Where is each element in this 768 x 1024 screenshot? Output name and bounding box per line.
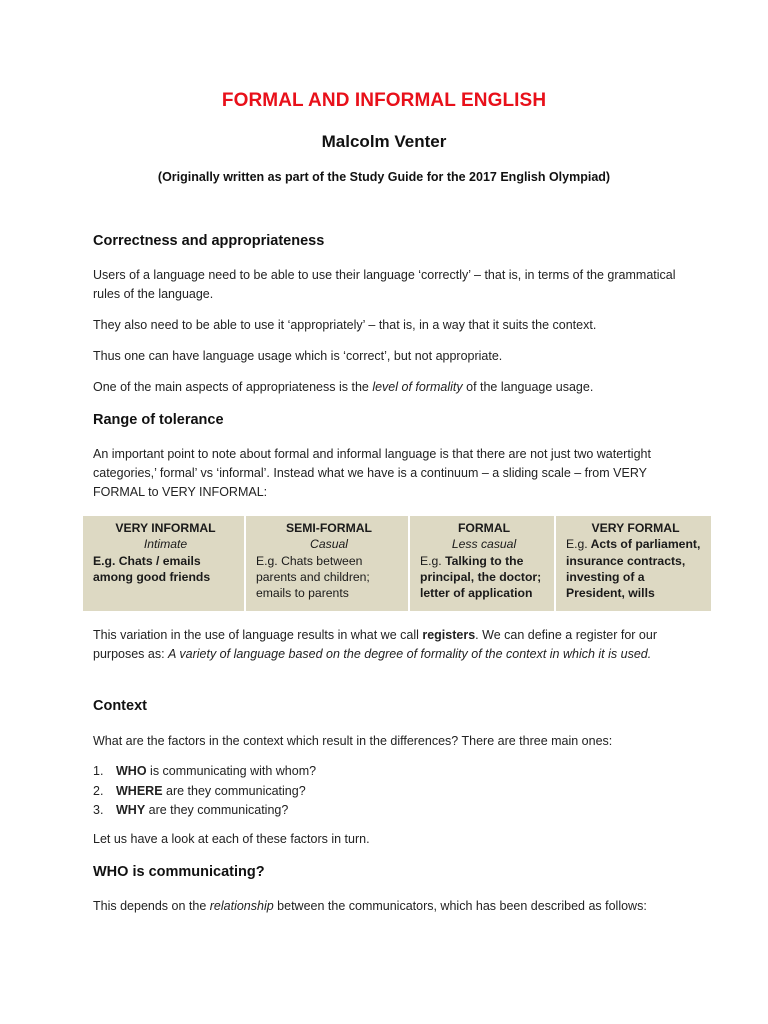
example-value: Chats / emails among good friends — [93, 553, 211, 584]
paragraph-correctness-4 — [93, 378, 683, 397]
list-number: 1. — [93, 764, 104, 778]
text-run: . We can define a register for our purposes as: — [93, 628, 657, 661]
list-item — [93, 801, 316, 821]
paragraph-correctness-1: Users of a language need to be able to use their language ‘correctly’ – that is, in terms of the grammatical rules of the language. — [93, 268, 676, 301]
paragraph-context: What are the factors in the context which result in the differences? There are three main ones: — [93, 734, 613, 748]
bold-term: WHY — [116, 803, 146, 817]
column-heading: VERY INFORMAL — [115, 521, 216, 535]
text-run: This depends on the — [93, 899, 210, 913]
column-subheading: Less casual — [451, 537, 517, 552]
example-text — [93, 553, 238, 586]
column-heading: VERY FORMAL — [591, 521, 680, 535]
column-subheading: Intimate — [143, 537, 188, 552]
bold-term: registers — [422, 628, 476, 642]
emphasis-text: level of formality — [372, 380, 463, 394]
paragraph-context-followup: Let us have a look at each of these factors in turn. — [93, 832, 370, 846]
example-label: E.g. — [93, 553, 116, 568]
document-subtitle: (Originally written as part of the Study Guide for the 2017 English Olympiad) — [157, 170, 611, 184]
paragraph-correctness-3: Thus one can have language usage which is ‘correct’, but not appropriate. — [93, 349, 503, 363]
formality-scale-table — [83, 516, 711, 611]
list-item — [93, 782, 316, 802]
paragraph-who — [93, 897, 683, 916]
column-heading: FORMAL — [457, 521, 511, 535]
text-run: This variation in the use of language results in what we call — [93, 628, 423, 642]
author-name: Malcolm Venter — [321, 132, 447, 151]
emphasis-text: A variety of language based on the degree of formality of the context in which it is used. — [168, 647, 652, 661]
example-value: Chats between parents and children; emails to parents — [256, 553, 370, 601]
text-run: One of the main aspects of appropriateness is the — [93, 380, 373, 394]
table-cell — [246, 516, 410, 611]
example-text — [256, 553, 402, 602]
paragraph-correctness-2: They also need to be able to use it ‘appropriately’ – that is, in a way that it suits the context. — [93, 318, 597, 332]
table-cell — [410, 516, 556, 611]
example-value: Acts of parliament, insurance contracts, investing of a President, wills — [566, 537, 701, 601]
factors-list — [93, 762, 316, 821]
paragraph-tolerance: An important point to note about formal and informal language is that there are not just two watertight categories,’ formal’ vs ‘informal’. Instead what we have is a continuum – a sliding scale – from VERY FORMAL to VERY INFORMAL: — [93, 447, 651, 499]
heading-tolerance: Range of tolerance — [93, 412, 224, 428]
list-item — [93, 762, 316, 782]
bold-term: WHERE — [116, 783, 163, 798]
column-subheading: Casual — [310, 537, 348, 552]
heading-correctness: Correctness and appropriateness — [93, 233, 325, 249]
column-heading: SEMI-FORMAL — [286, 521, 372, 535]
example-value: Talking to the principal, the doctor; letter of application — [420, 553, 542, 601]
example-label: E.g. — [420, 553, 442, 568]
example-text — [566, 536, 705, 601]
emphasis-text: relationship — [209, 899, 274, 913]
example-label: E.g. — [256, 553, 278, 568]
bold-term: WHO — [116, 764, 147, 778]
text-run: of the language usage. — [462, 380, 594, 394]
text-run: are they communicating? — [162, 783, 306, 798]
example-text — [420, 553, 548, 602]
text-run: are they communicating? — [145, 803, 289, 817]
table-cell — [83, 516, 246, 611]
list-number: 2. — [93, 783, 104, 798]
heading-who: WHO is communicating? — [93, 864, 265, 880]
document-title: FORMAL AND INFORMAL ENGLISH — [221, 90, 547, 111]
example-label: E.g. — [566, 537, 588, 552]
paragraph-registers — [93, 626, 683, 664]
text-run: is communicating with whom? — [146, 764, 317, 778]
table-cell — [556, 516, 711, 611]
heading-context: Context — [93, 698, 147, 714]
list-number: 3. — [93, 803, 104, 817]
text-run: between the communicators, which has been described as follows: — [273, 899, 647, 913]
table-row — [83, 516, 711, 611]
